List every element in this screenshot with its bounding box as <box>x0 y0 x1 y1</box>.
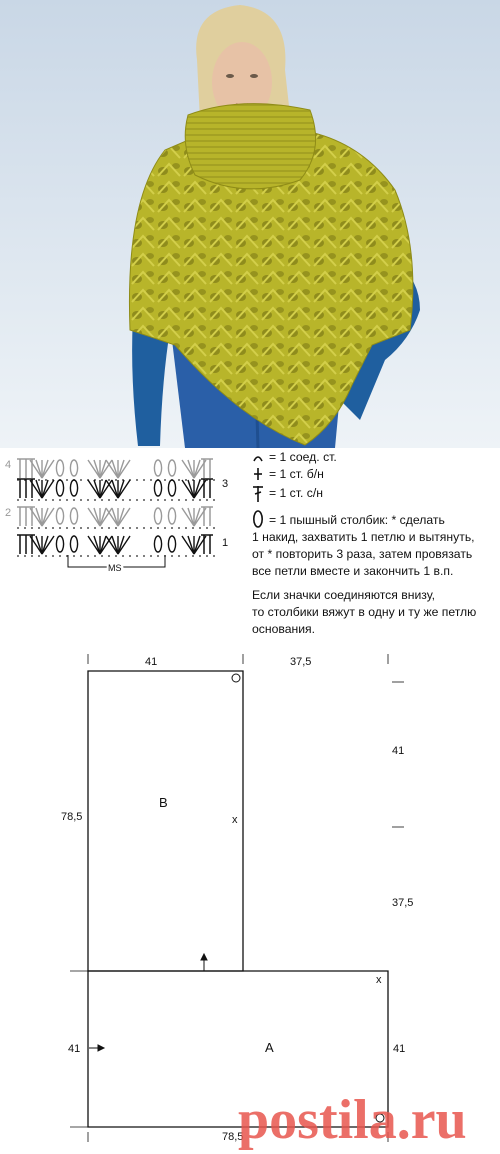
chain-dot <box>157 499 159 501</box>
chain-dot <box>17 555 19 557</box>
dim-top-width-gap: 37,5 <box>290 656 312 668</box>
chain-dot <box>157 527 159 529</box>
chain-dot <box>87 499 89 501</box>
chain-dot <box>66 527 68 529</box>
fan-stroke <box>100 536 112 554</box>
fan-stroke <box>36 508 42 526</box>
fan-stroke <box>182 508 194 526</box>
dim-right-lower: 37,5 <box>392 897 414 909</box>
chain-dot <box>94 555 96 557</box>
dim-top-width-b: 41 <box>145 656 158 668</box>
fan-stroke <box>188 460 194 478</box>
chain-dot <box>185 555 187 557</box>
legend-note-line-2: то столбики вяжут в одну и ту же петлю <box>252 605 477 619</box>
fan-stroke <box>42 480 48 498</box>
chain-dot <box>122 555 124 557</box>
chain-dot <box>94 499 96 501</box>
fan-stroke <box>106 508 118 526</box>
chain-dot <box>115 499 117 501</box>
fan-stroke <box>188 536 194 554</box>
fan-stroke <box>88 460 100 478</box>
chain-dot <box>213 499 215 501</box>
chain-dot <box>206 527 208 529</box>
chain-dot <box>150 527 152 529</box>
fan-stroke <box>118 508 124 526</box>
postila-watermark <box>236 1078 500 1154</box>
chain-dot <box>129 527 131 529</box>
chain-dot <box>178 499 180 501</box>
chart-rows <box>17 459 215 557</box>
chain-dot <box>150 499 152 501</box>
repeat-label: MS <box>108 563 122 573</box>
chain-dot <box>115 527 117 529</box>
fan-stroke <box>36 536 42 554</box>
puff-stitch <box>168 480 175 496</box>
fan-stroke <box>42 460 54 478</box>
chain-dot <box>101 499 103 501</box>
part-a-label: A <box>265 1040 274 1055</box>
puff-stitch <box>168 460 175 476</box>
chain-dot <box>143 527 145 529</box>
fan-stroke <box>94 508 100 526</box>
fan-stroke <box>42 460 48 478</box>
fan-stroke <box>100 480 112 498</box>
chain-dot <box>80 499 82 501</box>
row-number-2: 2 <box>5 507 12 519</box>
chain-dot <box>24 555 26 557</box>
chain-dot <box>157 555 159 557</box>
chain-dot <box>143 555 145 557</box>
puff-stitch <box>70 460 77 476</box>
mark-x-b: x <box>232 814 238 826</box>
chain-dot <box>38 479 40 481</box>
puff-stitch-symbol <box>252 509 264 529</box>
dim-right-a: 41 <box>393 1043 406 1055</box>
fan-stroke <box>118 480 130 498</box>
chain-dot <box>192 499 194 501</box>
chain-dot <box>17 499 19 501</box>
puff-stitch <box>56 536 63 552</box>
dim-right-upper: 41 <box>392 745 405 757</box>
chain-dot <box>115 555 117 557</box>
fan-stroke <box>112 508 118 526</box>
chain-dot <box>213 555 215 557</box>
chain-dot <box>38 499 40 501</box>
chain-dot <box>66 499 68 501</box>
model-photo <box>0 0 500 448</box>
puff-stitch <box>154 508 161 524</box>
fan-stroke <box>100 460 106 478</box>
puff-stitch <box>56 460 63 476</box>
fan-stroke <box>106 536 118 554</box>
chain-dot <box>164 499 166 501</box>
fan-stroke <box>112 460 118 478</box>
puff-stitch <box>70 508 77 524</box>
row-number-1: 1 <box>222 537 229 549</box>
fan-stroke <box>118 480 124 498</box>
chain-dot <box>101 527 103 529</box>
chain-dot <box>80 555 82 557</box>
puff-stitch <box>154 480 161 496</box>
chain-dot <box>66 479 68 481</box>
fan-stroke <box>112 480 118 498</box>
fan-stroke <box>112 536 118 554</box>
fan-stroke <box>94 536 100 554</box>
chain-dot <box>143 499 145 501</box>
puff-stitch <box>168 508 175 524</box>
chain-dot <box>38 527 40 529</box>
fan-stroke <box>88 480 100 498</box>
legend-slip-stitch: = 1 соед. ст. <box>269 450 337 464</box>
chain-dot <box>24 499 26 501</box>
fan-stroke <box>100 508 106 526</box>
fan-stroke <box>100 480 106 498</box>
row-number-3: 3 <box>222 478 229 490</box>
chain-dot <box>52 499 54 501</box>
single-crochet-symbol <box>252 466 264 482</box>
fan-stroke <box>118 508 130 526</box>
part-b-outline <box>88 671 243 971</box>
chain-dot <box>136 555 138 557</box>
chain-dot <box>80 527 82 529</box>
fan-stroke <box>188 480 194 498</box>
fan-stroke <box>36 460 42 478</box>
fan-stroke <box>42 508 54 526</box>
fan-stroke <box>182 480 194 498</box>
fan-stroke <box>194 508 200 526</box>
chain-dot <box>122 499 124 501</box>
chain-dot <box>45 479 47 481</box>
legend-single-crochet: = 1 ст. б/н <box>269 467 324 481</box>
fan-stroke <box>100 508 112 526</box>
dim-left-a: 41 <box>68 1043 81 1055</box>
fan-stroke <box>94 460 100 478</box>
fan-stroke <box>188 508 194 526</box>
dim-bottom-a: 78,5 <box>222 1131 244 1143</box>
chain-dot <box>31 555 33 557</box>
puff-stitch <box>154 536 161 552</box>
chain-dot <box>73 499 75 501</box>
fan-stroke <box>88 536 100 554</box>
arrow-right <box>89 1045 104 1051</box>
chain-dot <box>129 499 131 501</box>
chain-dot <box>108 479 110 481</box>
fan-stroke <box>118 536 124 554</box>
chain-dot <box>52 555 54 557</box>
chain-dot <box>73 527 75 529</box>
chain-dot <box>59 499 61 501</box>
chain-dot <box>45 555 47 557</box>
chain-dot <box>171 499 173 501</box>
chain-dot <box>199 527 201 529</box>
legend-puff-line-1: = 1 пышный столбик: * сделать <box>269 513 445 527</box>
chain-dot <box>108 499 110 501</box>
chain-dot <box>206 555 208 557</box>
chain-dot <box>178 555 180 557</box>
chain-dot <box>31 527 33 529</box>
chain-dot <box>73 555 75 557</box>
chain-dot <box>45 499 47 501</box>
puff-stitch <box>70 480 77 496</box>
fan-stroke <box>182 536 194 554</box>
chain-dot <box>38 555 40 557</box>
fan-stroke <box>42 536 48 554</box>
chain-dot <box>115 479 117 481</box>
corner-circle-b <box>232 674 240 682</box>
legend-puff-line-2: 1 накид, захватить 1 петлю и вытянуть, <box>252 530 475 544</box>
chain-dot <box>178 527 180 529</box>
chain-dot <box>143 479 145 481</box>
puff-stitch <box>70 536 77 552</box>
legend-double-crochet: = 1 ст. с/н <box>269 486 323 500</box>
dim-left-height-b: 78,5 <box>61 811 83 823</box>
chain-dot <box>192 555 194 557</box>
chain-dot <box>108 527 110 529</box>
fan-stroke <box>118 460 124 478</box>
fan-stroke <box>100 460 112 478</box>
legend-note-line-3: основания. <box>252 622 316 636</box>
chain-dot <box>87 527 89 529</box>
fan-stroke <box>106 460 118 478</box>
legend-note-line-1: Если значки соединяются внизу, <box>252 588 435 602</box>
row-number-4: 4 <box>5 459 12 471</box>
fan-stroke <box>42 480 54 498</box>
chain-dot <box>101 479 103 481</box>
chain-dot <box>213 479 215 481</box>
fan-stroke <box>194 460 200 478</box>
chain-dot <box>164 527 166 529</box>
double-crochet-symbol <box>252 484 264 504</box>
legend-puff-line-3: от * повторить 3 раза, затем провязать <box>252 547 473 561</box>
poncho-schematic <box>0 640 500 1154</box>
puff-stitch <box>168 536 175 552</box>
puff-stitch <box>56 480 63 496</box>
chain-dot <box>199 499 201 501</box>
fan-stroke <box>88 508 100 526</box>
fan-stroke <box>118 536 130 554</box>
fan-stroke <box>94 480 100 498</box>
puff-stitch <box>154 460 161 476</box>
arrow-up <box>201 954 207 971</box>
chain-dot <box>185 527 187 529</box>
fan-stroke <box>100 536 106 554</box>
chain-dot <box>171 527 173 529</box>
chain-dot <box>52 527 54 529</box>
fan-stroke <box>106 480 118 498</box>
puff-stitch <box>56 508 63 524</box>
chain-dot <box>213 527 215 529</box>
chain-dot <box>136 479 138 481</box>
slip-stitch-symbol <box>252 453 264 463</box>
legend-puff-line-4: все петли вместе и закончить 1 в.п. <box>252 564 454 578</box>
chain-dot <box>206 499 208 501</box>
chain-dot <box>45 527 47 529</box>
chain-dot <box>17 527 19 529</box>
fan-stroke <box>42 536 54 554</box>
fan-stroke <box>42 508 48 526</box>
chain-dot <box>178 479 180 481</box>
chain-dot <box>185 499 187 501</box>
chain-dot <box>59 555 61 557</box>
chain-dot <box>31 499 33 501</box>
stitch-chart <box>0 452 240 582</box>
chain-dot <box>164 479 166 481</box>
chain-dot <box>171 555 173 557</box>
fan-stroke <box>194 536 200 554</box>
chain-dot <box>150 555 152 557</box>
chain-dot <box>87 555 89 557</box>
part-b-label: B <box>159 795 168 810</box>
fan-stroke <box>182 460 194 478</box>
chain-dot <box>24 527 26 529</box>
chain-dot <box>192 527 194 529</box>
fan-stroke <box>118 460 130 478</box>
chain-dot <box>136 527 138 529</box>
chain-dot <box>80 479 82 481</box>
mark-x-a: x <box>376 974 382 986</box>
chain-dot <box>59 527 61 529</box>
chain-dot <box>199 555 201 557</box>
chain-dot <box>122 527 124 529</box>
chain-dot <box>108 555 110 557</box>
chain-dot <box>101 555 103 557</box>
fan-stroke <box>36 480 42 498</box>
chain-dot <box>94 527 96 529</box>
chain-dot <box>150 479 152 481</box>
chain-dot <box>136 499 138 501</box>
chain-dot <box>185 479 187 481</box>
chain-dot <box>129 555 131 557</box>
fan-stroke <box>194 480 200 498</box>
watermark-text: postila.ru <box>238 1089 467 1151</box>
